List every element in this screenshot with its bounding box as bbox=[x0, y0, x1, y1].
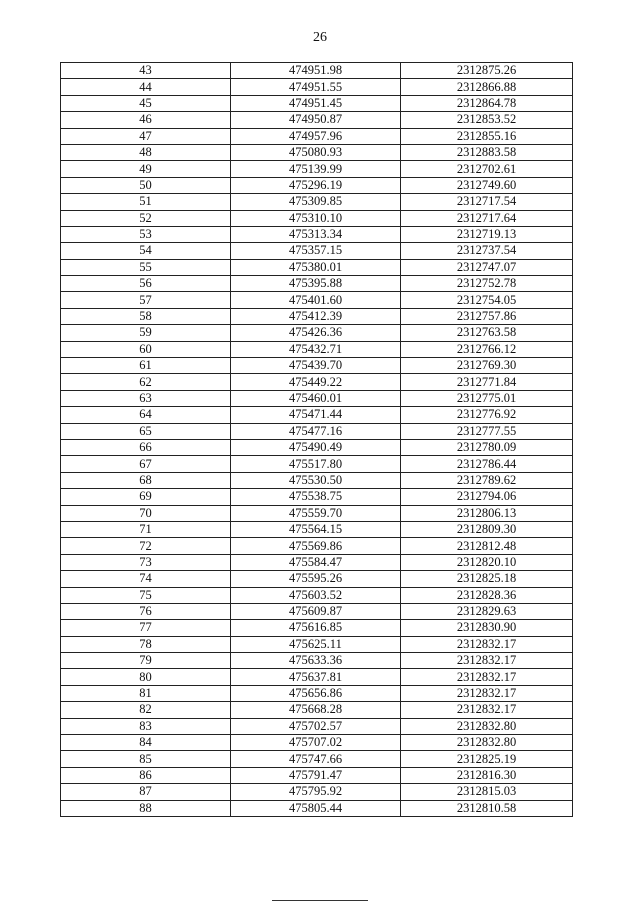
x-coordinate-cell: 475426.36 bbox=[231, 325, 401, 341]
x-coordinate-cell: 475795.92 bbox=[231, 784, 401, 800]
table-row bbox=[61, 505, 573, 521]
y-coordinate-cell: 2312866.88 bbox=[401, 79, 573, 95]
point-number-cell: 70 bbox=[61, 505, 231, 521]
point-number-cell: 62 bbox=[61, 374, 231, 390]
point-number-cell: 66 bbox=[61, 439, 231, 455]
point-number-cell: 76 bbox=[61, 603, 231, 619]
table-row bbox=[61, 177, 573, 193]
y-coordinate-cell: 2312747.07 bbox=[401, 259, 573, 275]
table-row bbox=[61, 587, 573, 603]
table-row bbox=[61, 63, 573, 79]
table-row bbox=[61, 259, 573, 275]
x-coordinate-cell: 475791.47 bbox=[231, 767, 401, 783]
table-row bbox=[61, 112, 573, 128]
x-coordinate-cell: 475595.26 bbox=[231, 571, 401, 587]
y-coordinate-cell: 2312855.16 bbox=[401, 128, 573, 144]
y-coordinate-cell: 2312809.30 bbox=[401, 521, 573, 537]
table-row bbox=[61, 718, 573, 734]
y-coordinate-cell: 2312825.18 bbox=[401, 571, 573, 587]
table-row bbox=[61, 243, 573, 259]
point-number-cell: 57 bbox=[61, 292, 231, 308]
x-coordinate-cell: 475310.10 bbox=[231, 210, 401, 226]
point-number-cell: 87 bbox=[61, 784, 231, 800]
y-coordinate-cell: 2312776.92 bbox=[401, 407, 573, 423]
x-coordinate-cell: 475603.52 bbox=[231, 587, 401, 603]
x-coordinate-cell: 475357.15 bbox=[231, 243, 401, 259]
point-number-cell: 63 bbox=[61, 390, 231, 406]
page-number: 26 bbox=[313, 30, 327, 45]
point-number-cell: 78 bbox=[61, 636, 231, 652]
y-coordinate-cell: 2312737.54 bbox=[401, 243, 573, 259]
x-coordinate-cell: 475296.19 bbox=[231, 177, 401, 193]
point-number-cell: 61 bbox=[61, 358, 231, 374]
table-row bbox=[61, 95, 573, 111]
x-coordinate-cell: 475477.16 bbox=[231, 423, 401, 439]
point-number-cell: 53 bbox=[61, 226, 231, 242]
x-coordinate-cell: 475432.71 bbox=[231, 341, 401, 357]
y-coordinate-cell: 2312780.09 bbox=[401, 439, 573, 455]
y-coordinate-cell: 2312806.13 bbox=[401, 505, 573, 521]
point-number-cell: 44 bbox=[61, 79, 231, 95]
coordinates-table-body bbox=[61, 63, 573, 817]
y-coordinate-cell: 2312757.86 bbox=[401, 308, 573, 324]
point-number-cell: 82 bbox=[61, 702, 231, 718]
point-number-cell: 84 bbox=[61, 735, 231, 751]
point-number-cell: 51 bbox=[61, 194, 231, 210]
table-row bbox=[61, 784, 573, 800]
y-coordinate-cell: 2312754.05 bbox=[401, 292, 573, 308]
y-coordinate-cell: 2312763.58 bbox=[401, 325, 573, 341]
y-coordinate-cell: 2312832.17 bbox=[401, 653, 573, 669]
table-row bbox=[61, 702, 573, 718]
x-coordinate-cell: 475564.15 bbox=[231, 521, 401, 537]
x-coordinate-cell: 475637.81 bbox=[231, 669, 401, 685]
x-coordinate-cell: 475625.11 bbox=[231, 636, 401, 652]
x-coordinate-cell: 474957.96 bbox=[231, 128, 401, 144]
y-coordinate-cell: 2312832.80 bbox=[401, 735, 573, 751]
table-row bbox=[61, 554, 573, 570]
point-number-cell: 83 bbox=[61, 718, 231, 734]
table-row bbox=[61, 276, 573, 292]
y-coordinate-cell: 2312832.80 bbox=[401, 718, 573, 734]
point-number-cell: 46 bbox=[61, 112, 231, 128]
x-coordinate-cell: 475633.36 bbox=[231, 653, 401, 669]
point-number-cell: 45 bbox=[61, 95, 231, 111]
x-coordinate-cell: 475747.66 bbox=[231, 751, 401, 767]
x-coordinate-cell: 475449.22 bbox=[231, 374, 401, 390]
point-number-cell: 81 bbox=[61, 685, 231, 701]
point-number-cell: 77 bbox=[61, 620, 231, 636]
x-coordinate-cell: 475559.70 bbox=[231, 505, 401, 521]
table-row bbox=[61, 292, 573, 308]
table-row bbox=[61, 407, 573, 423]
table-row bbox=[61, 439, 573, 455]
y-coordinate-cell: 2312820.10 bbox=[401, 554, 573, 570]
table-row bbox=[61, 653, 573, 669]
point-number-cell: 85 bbox=[61, 751, 231, 767]
point-number-cell: 74 bbox=[61, 571, 231, 587]
x-coordinate-cell: 475395.88 bbox=[231, 276, 401, 292]
x-coordinate-cell: 475609.87 bbox=[231, 603, 401, 619]
point-number-cell: 58 bbox=[61, 308, 231, 324]
table-row bbox=[61, 390, 573, 406]
table-row bbox=[61, 669, 573, 685]
y-coordinate-cell: 2312830.90 bbox=[401, 620, 573, 636]
x-coordinate-cell: 475702.57 bbox=[231, 718, 401, 734]
point-number-cell: 64 bbox=[61, 407, 231, 423]
y-coordinate-cell: 2312771.84 bbox=[401, 374, 573, 390]
point-number-cell: 43 bbox=[61, 63, 231, 79]
point-number-cell: 65 bbox=[61, 423, 231, 439]
table-row bbox=[61, 358, 573, 374]
y-coordinate-cell: 2312766.12 bbox=[401, 341, 573, 357]
y-coordinate-cell: 2312717.64 bbox=[401, 210, 573, 226]
point-number-cell: 60 bbox=[61, 341, 231, 357]
x-coordinate-cell: 475616.85 bbox=[231, 620, 401, 636]
y-coordinate-cell: 2312786.44 bbox=[401, 456, 573, 472]
x-coordinate-cell: 475401.60 bbox=[231, 292, 401, 308]
table-row bbox=[61, 603, 573, 619]
table-row bbox=[61, 210, 573, 226]
table-row bbox=[61, 423, 573, 439]
y-coordinate-cell: 2312752.78 bbox=[401, 276, 573, 292]
y-coordinate-cell: 2312810.58 bbox=[401, 800, 573, 816]
table-row bbox=[61, 538, 573, 554]
x-coordinate-cell: 475139.99 bbox=[231, 161, 401, 177]
table-row bbox=[61, 308, 573, 324]
x-coordinate-cell: 475517.80 bbox=[231, 456, 401, 472]
table-row bbox=[61, 800, 573, 816]
y-coordinate-cell: 2312702.61 bbox=[401, 161, 573, 177]
y-coordinate-cell: 2312812.48 bbox=[401, 538, 573, 554]
point-number-cell: 48 bbox=[61, 144, 231, 160]
y-coordinate-cell: 2312815.03 bbox=[401, 784, 573, 800]
point-number-cell: 67 bbox=[61, 456, 231, 472]
y-coordinate-cell: 2312864.78 bbox=[401, 95, 573, 111]
table-row bbox=[61, 226, 573, 242]
x-coordinate-cell: 475668.28 bbox=[231, 702, 401, 718]
point-number-cell: 49 bbox=[61, 161, 231, 177]
point-number-cell: 72 bbox=[61, 538, 231, 554]
table-row bbox=[61, 489, 573, 505]
x-coordinate-cell: 475584.47 bbox=[231, 554, 401, 570]
table-row bbox=[61, 767, 573, 783]
table-row bbox=[61, 521, 573, 537]
point-number-cell: 73 bbox=[61, 554, 231, 570]
table-row bbox=[61, 79, 573, 95]
table-row bbox=[61, 620, 573, 636]
x-coordinate-cell: 475412.39 bbox=[231, 308, 401, 324]
point-number-cell: 75 bbox=[61, 587, 231, 603]
point-number-cell: 69 bbox=[61, 489, 231, 505]
y-coordinate-cell: 2312853.52 bbox=[401, 112, 573, 128]
y-coordinate-cell: 2312832.17 bbox=[401, 702, 573, 718]
y-coordinate-cell: 2312816.30 bbox=[401, 767, 573, 783]
table-row bbox=[61, 374, 573, 390]
x-coordinate-cell: 475471.44 bbox=[231, 407, 401, 423]
y-coordinate-cell: 2312832.17 bbox=[401, 685, 573, 701]
table-row bbox=[61, 325, 573, 341]
y-coordinate-cell: 2312832.17 bbox=[401, 636, 573, 652]
point-number-cell: 86 bbox=[61, 767, 231, 783]
x-coordinate-cell: 474951.55 bbox=[231, 79, 401, 95]
point-number-cell: 50 bbox=[61, 177, 231, 193]
point-number-cell: 59 bbox=[61, 325, 231, 341]
y-coordinate-cell: 2312829.63 bbox=[401, 603, 573, 619]
x-coordinate-cell: 475080.93 bbox=[231, 144, 401, 160]
y-coordinate-cell: 2312825.19 bbox=[401, 751, 573, 767]
x-coordinate-cell: 475538.75 bbox=[231, 489, 401, 505]
x-coordinate-cell: 475805.44 bbox=[231, 800, 401, 816]
x-coordinate-cell: 474951.98 bbox=[231, 63, 401, 79]
table-row bbox=[61, 128, 573, 144]
point-number-cell: 47 bbox=[61, 128, 231, 144]
y-coordinate-cell: 2312775.01 bbox=[401, 390, 573, 406]
y-coordinate-cell: 2312794.06 bbox=[401, 489, 573, 505]
x-coordinate-cell: 475313.34 bbox=[231, 226, 401, 242]
point-number-cell: 71 bbox=[61, 521, 231, 537]
x-coordinate-cell: 475439.70 bbox=[231, 358, 401, 374]
x-coordinate-cell: 475309.85 bbox=[231, 194, 401, 210]
point-number-cell: 54 bbox=[61, 243, 231, 259]
point-number-cell: 79 bbox=[61, 653, 231, 669]
y-coordinate-cell: 2312717.54 bbox=[401, 194, 573, 210]
x-coordinate-cell: 475530.50 bbox=[231, 472, 401, 488]
x-coordinate-cell: 475569.86 bbox=[231, 538, 401, 554]
table-row bbox=[61, 194, 573, 210]
point-number-cell: 55 bbox=[61, 259, 231, 275]
x-coordinate-cell: 475490.49 bbox=[231, 439, 401, 455]
y-coordinate-cell: 2312769.30 bbox=[401, 358, 573, 374]
y-coordinate-cell: 2312875.26 bbox=[401, 63, 573, 79]
coordinates-table bbox=[60, 62, 573, 817]
point-number-cell: 80 bbox=[61, 669, 231, 685]
x-coordinate-cell: 475460.01 bbox=[231, 390, 401, 406]
y-coordinate-cell: 2312832.17 bbox=[401, 669, 573, 685]
table-row bbox=[61, 341, 573, 357]
point-number-cell: 88 bbox=[61, 800, 231, 816]
x-coordinate-cell: 475707.02 bbox=[231, 735, 401, 751]
y-coordinate-cell: 2312749.60 bbox=[401, 177, 573, 193]
table-row bbox=[61, 751, 573, 767]
x-coordinate-cell: 475380.01 bbox=[231, 259, 401, 275]
x-coordinate-cell: 474950.87 bbox=[231, 112, 401, 128]
y-coordinate-cell: 2312777.55 bbox=[401, 423, 573, 439]
table-row bbox=[61, 472, 573, 488]
point-number-cell: 68 bbox=[61, 472, 231, 488]
table-row bbox=[61, 735, 573, 751]
table-row bbox=[61, 161, 573, 177]
y-coordinate-cell: 2312719.13 bbox=[401, 226, 573, 242]
y-coordinate-cell: 2312828.36 bbox=[401, 587, 573, 603]
x-coordinate-cell: 475656.86 bbox=[231, 685, 401, 701]
table-row bbox=[61, 636, 573, 652]
table-row bbox=[61, 685, 573, 701]
x-coordinate-cell: 474951.45 bbox=[231, 95, 401, 111]
table-row bbox=[61, 571, 573, 587]
footer-rule bbox=[272, 900, 368, 901]
y-coordinate-cell: 2312883.58 bbox=[401, 144, 573, 160]
point-number-cell: 56 bbox=[61, 276, 231, 292]
table-row bbox=[61, 144, 573, 160]
y-coordinate-cell: 2312789.62 bbox=[401, 472, 573, 488]
point-number-cell: 52 bbox=[61, 210, 231, 226]
table-row bbox=[61, 456, 573, 472]
